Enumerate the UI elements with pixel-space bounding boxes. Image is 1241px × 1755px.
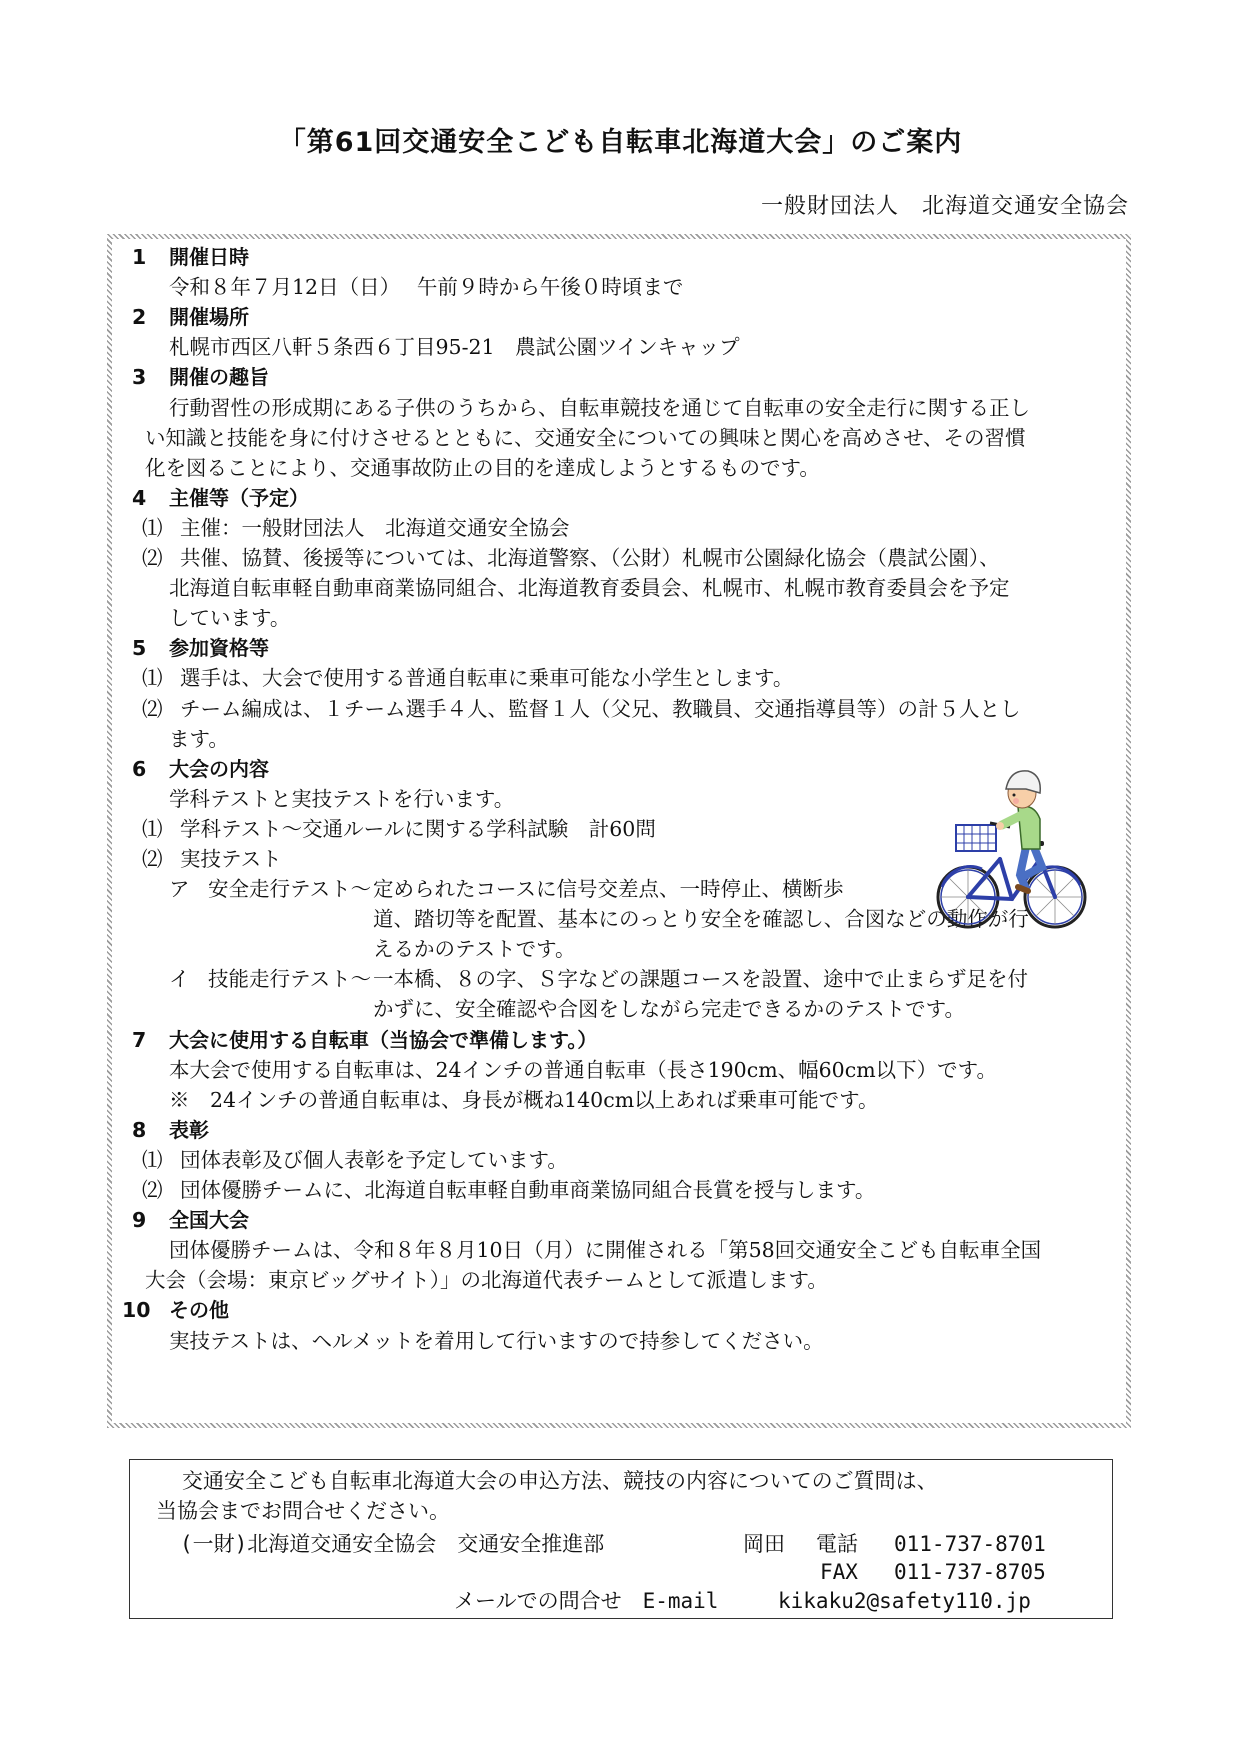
contact-box <box>129 1459 1113 1619</box>
item-text: チーム編成は、１チーム選手４人、監督１人（父兄、教職員、交通指導員等）の計５人とし <box>180 697 1021 721</box>
email-link[interactable]: kikaku2@safety110.jp <box>778 1589 1031 1613</box>
contact-person: 岡田 <box>743 1532 785 1556</box>
item-text: 選手は、大会で使用する普通自転車に乗車可能な小学生とします。 <box>180 666 794 690</box>
section-heading: 表彰 <box>169 1118 209 1142</box>
contact-intro-2: 当協会までお問合せください。 <box>156 1499 450 1523</box>
sub-item-mark: ア <box>169 877 190 901</box>
item-mark: ⑵ <box>142 697 163 721</box>
sub-item-mark: イ <box>169 967 190 991</box>
section-number: 1 <box>132 245 147 269</box>
section-heading: 主催等（予定） <box>169 486 309 510</box>
sub-item-text: 一本橋、８の字、Ｓ字などの課題コースを設置、途中で止まらず足を付 <box>373 967 1028 991</box>
section-number: 7 <box>132 1028 147 1052</box>
bike-basket <box>956 825 996 851</box>
section-number: 10 <box>122 1298 151 1322</box>
section-number: 5 <box>132 636 147 660</box>
section-number: 8 <box>132 1118 147 1142</box>
section-text: 大会（会場：東京ビッグサイト）」の北海道代表チームとして派遣します。 <box>145 1268 828 1292</box>
organizer-name: 一般財団法人 北海道交通安全協会 <box>760 194 1129 219</box>
item-text: 主催：一般財団法人 北海道交通安全協会 <box>180 516 570 540</box>
content-body <box>112 239 1126 1423</box>
item-mark: ⑴ <box>142 817 163 841</box>
section-text: 化を図ることにより、交通事故防止の目的を達成しようとするものです。 <box>145 456 820 480</box>
tel-label: 電話 <box>816 1532 858 1556</box>
section-text: 令和８年７月12日（日） 午前９時から午後０時頃まで <box>169 275 684 299</box>
sub-item-label: 安全走行テスト～ <box>208 877 372 901</box>
section-number: 2 <box>132 305 147 329</box>
item-mark: ⑴ <box>142 1148 163 1172</box>
item-mark: ⑴ <box>142 516 163 540</box>
item-text: 団体表彰及び個人表彰を予定しています。 <box>180 1148 568 1172</box>
child-cyclist-illustration <box>930 767 1090 937</box>
section-text: い知識と技能を身に付けさせるとともに、交通安全についての興味と関心を高めさせ、その習慣 <box>145 426 1026 450</box>
item-text: 共催、協賛、後援等については、北海道警察、（公財）札幌市公園緑化協会（農試公園）、 <box>180 546 1000 570</box>
child-legs <box>1020 847 1042 889</box>
item-mark: ⑵ <box>142 847 163 871</box>
section-number: 3 <box>132 365 147 389</box>
content-frame <box>107 234 1131 1428</box>
tel-number[interactable]: 011-737-8701 <box>894 1532 1046 1556</box>
item-text: しています。 <box>169 606 291 630</box>
section-text: 実技テストは、ヘルメットを着用して行いますので持参してください。 <box>169 1329 824 1353</box>
mail-label: メールでの問合せ E-mail <box>454 1589 719 1613</box>
section-number: 9 <box>132 1208 147 1232</box>
fax-label: FAX <box>820 1560 858 1584</box>
item-text: 学科テスト～交通ルールに関する学科試験 計60問 <box>180 817 656 841</box>
section-number: 6 <box>132 757 147 781</box>
sub-item-text: 定められたコースに信号交差点、一時停止、横断歩 <box>373 877 844 901</box>
section-heading: 開催の趣旨 <box>169 365 269 389</box>
contact-org: (一財)北海道交通安全協会 交通安全推進部 <box>180 1532 605 1556</box>
sub-item-text: 道、踏切等を配置、基本にのっとり安全を確認し、合図などの動作が行 <box>373 907 1029 931</box>
item-text: 団体優勝チームに、北海道自転車軽自動車商業協同組合長賞を授与します。 <box>180 1178 876 1202</box>
item-mark: ⑵ <box>142 546 163 570</box>
item-text: ます。 <box>169 727 229 751</box>
item-text: 北海道自転車軽自動車商業協同組合、北海道教育委員会、札幌市、札幌市教育委員会を予定 <box>169 576 1010 600</box>
item-mark: ⑴ <box>142 666 163 690</box>
section-text: 札幌市西区八軒５条西６丁目95-21 農試公園ツインキャップ <box>169 335 740 359</box>
sub-item-text: えるかのテストです。 <box>373 937 576 961</box>
sub-item-text: かずに、安全確認や合図をしながら完走できるかのテストです。 <box>373 997 966 1021</box>
section-number: 4 <box>132 486 147 510</box>
section-text: 学科テストと実技テストを行います。 <box>169 787 515 811</box>
sub-item-label: 技能走行テスト～ <box>208 967 372 991</box>
contact-intro: 交通安全こども自転車北海道大会の申込方法、競技の内容についてのご質問は、 <box>182 1469 938 1493</box>
section-text: ※ 24インチの普通自転車は、身長が概ね140cm以上あれば乗車可能です。 <box>169 1088 879 1112</box>
section-heading: 大会に使用する自転車（当協会で準備します。） <box>169 1028 598 1052</box>
section-text: 本大会で使用する自転車は、24インチの普通自転車（長さ190cm、幅60cm以下）です。 <box>169 1058 997 1082</box>
helmet <box>1006 771 1040 793</box>
section-heading: 開催日時 <box>169 245 249 269</box>
page-title: 「第61回交通安全こども自転車北海道大会」のご案内 <box>278 127 963 158</box>
section-heading: その他 <box>169 1298 229 1322</box>
section-heading: 大会の内容 <box>169 757 269 781</box>
item-text: 実技テスト <box>180 847 282 871</box>
section-heading: 全国大会 <box>169 1208 249 1232</box>
section-text: 行動習性の形成期にある子供のうちから、自転車競技を通じて自転車の安全走行に関する正し <box>169 396 1030 420</box>
fax-number: 011-737-8705 <box>894 1560 1046 1584</box>
section-text: 団体優勝チームは、令和８年８月10日（月）に開催される「第58回交通安全こども自転車全国 <box>169 1238 1042 1262</box>
section-heading: 参加資格等 <box>169 636 269 660</box>
item-mark: ⑵ <box>142 1178 163 1202</box>
section-heading: 開催場所 <box>169 305 249 329</box>
